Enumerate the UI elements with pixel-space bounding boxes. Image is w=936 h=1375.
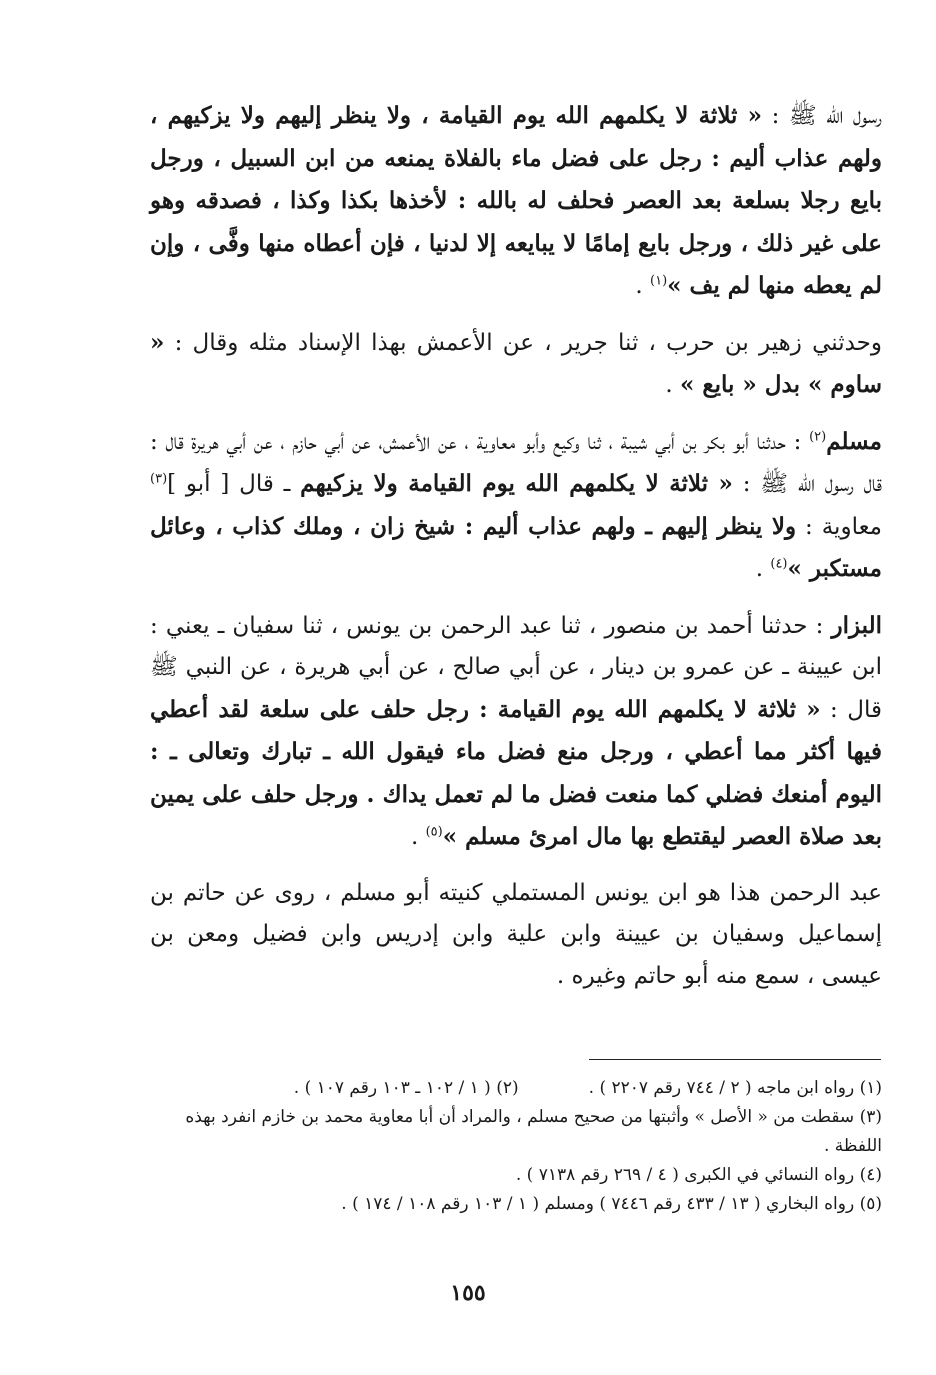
text-segment: « ثلاثة لا يكلمهم الله يوم القيامة ولا يزكيهم	[300, 470, 733, 497]
text-segment: .	[635, 273, 651, 299]
paragraph-5	[150, 873, 882, 998]
footnote-ref: (٥)	[425, 824, 443, 840]
footnote-ref: (٢)	[809, 428, 827, 444]
text-segment: معاوية :	[796, 513, 882, 540]
footnote-ref: (٣)	[150, 471, 168, 487]
text-segment: « ثلاثة لا يكلمهم الله يوم القيامة ، ولا ينظر إليهم ولا يزكيهم ، ولهم عذاب أليم : رجل على فضل ماء بالفلاة يمنعه من ابن السبيل ، ورجل بايع رجلا بسلعة بعد العصر فحلف له بالله : لأخذها بكذا وكذا ، فصدقه وهو على غير ذلك ، ورجل بايع إمامًا لا يبايعه إلا لدنيا ، فإن أعطاه منها وفَّى ، وإن لم يعطه منها لم يف »	[150, 102, 882, 299]
text-segment: رسول الله ﷺ :	[762, 103, 882, 129]
text-segment: وحدثني زهير بن حرب ، ثنا جرير ، عن الأعمش بهذا الإسناد مثله وقال :	[164, 329, 882, 356]
main-text	[150, 95, 882, 997]
footnote-divider	[589, 1059, 881, 1060]
text-segment: « ساوم » بدل « بايع »	[150, 328, 882, 398]
text-segment: : حدثنا أبو بكر بن أبي شيبة ، ثنا وكيع وأبو معاوية ، عن الأعمش، عن أبي حازم ، عن أبي هريرة قال : قال رسول الله ﷺ :	[150, 428, 882, 497]
footnote-ref: (١)	[650, 273, 668, 289]
footnote-ref: (٤)	[770, 556, 788, 572]
text-segment: .	[755, 556, 771, 582]
text-segment: .	[410, 824, 426, 850]
text-segment: ولا ينظر إليهم ـ ولهم عذاب أليم : شيخ زان ، وملك كذاب ، وعائل مستكبر »	[150, 512, 882, 582]
text-segment: عبد الرحمن هذا هو ابن يونس المستملي كنيته أبو مسلم ، روى عن حاتم بن إسماعيل وسفيان بن عيينة وابن علية وابن إدريس وابن فضيل ومعن بن عيسى ، سمع منه أبو حاتم وغيره .	[150, 879, 882, 989]
footnotes	[150, 1074, 882, 1219]
paragraph-4	[150, 605, 882, 859]
text-segment: مسلم	[826, 427, 882, 455]
footnote-3: (٣) سقطت من « الأصل » وأثبتها من صحيح مسلم ، والمراد أن أبا معاوية محمد بن خازم انفرد بهذه اللفظة .	[185, 1107, 882, 1156]
footnote-5: (٥) رواه البخاري ( ١٣ / ٤٣٣ رقم ٧٤٤٦ ) ومسلم ( ١ / ١٠٣ رقم ١٠٨ / ١٧٤ ) .	[341, 1194, 882, 1214]
footnote-2: (٢) ( ١ / ١٠٢ ـ ١٠٣ رقم ١٠٧ ) .	[293, 1078, 519, 1098]
paragraph-2	[150, 322, 882, 407]
text-segment: البزار	[831, 611, 882, 639]
page-number: ١٥٥	[450, 1280, 486, 1306]
text-segment: « ثلاثة لا يكلمهم الله يوم القيامة : رجل حلف على سلعة لقد أعطي فيها أكثر مما أعطي ، ورجل منع فضل ماء فيقول الله ـ تبارك وتعالى ـ : اليوم أمنعك فضلي كما منعت فضل ما لم تعمل يداك . ورجل حلف على يمين بعد صلاة العصر ليقتطع بها مال امرئ مسلم »	[150, 695, 882, 850]
paragraph-3	[150, 421, 882, 591]
footnote-1: (١) رواه ابن ماجه ( ٢ / ٧٤٤ رقم ٢٢٠٧ ) .	[588, 1078, 882, 1098]
paragraph-1	[150, 95, 882, 308]
text-segment: : حدثنا أحمد بن منصور ، ثنا عبد الرحمن بن يونس ، ثنا سفيان ـ يعني : ابن عيينة ـ عن عمرو بن دينار ، عن أبي صالح ، عن أبي هريرة ، عن النبي ﷺ قال :	[150, 612, 882, 723]
text-segment: .	[665, 372, 680, 398]
footnote-4: (٤) رواه النسائي في الكبرى ( ٤ / ٢٦٩ رقم ٧١٣٨ ) .	[515, 1165, 882, 1185]
footnote-line-1	[150, 1074, 882, 1103]
text-segment: ـ قال [ أبو ]	[167, 471, 301, 497]
